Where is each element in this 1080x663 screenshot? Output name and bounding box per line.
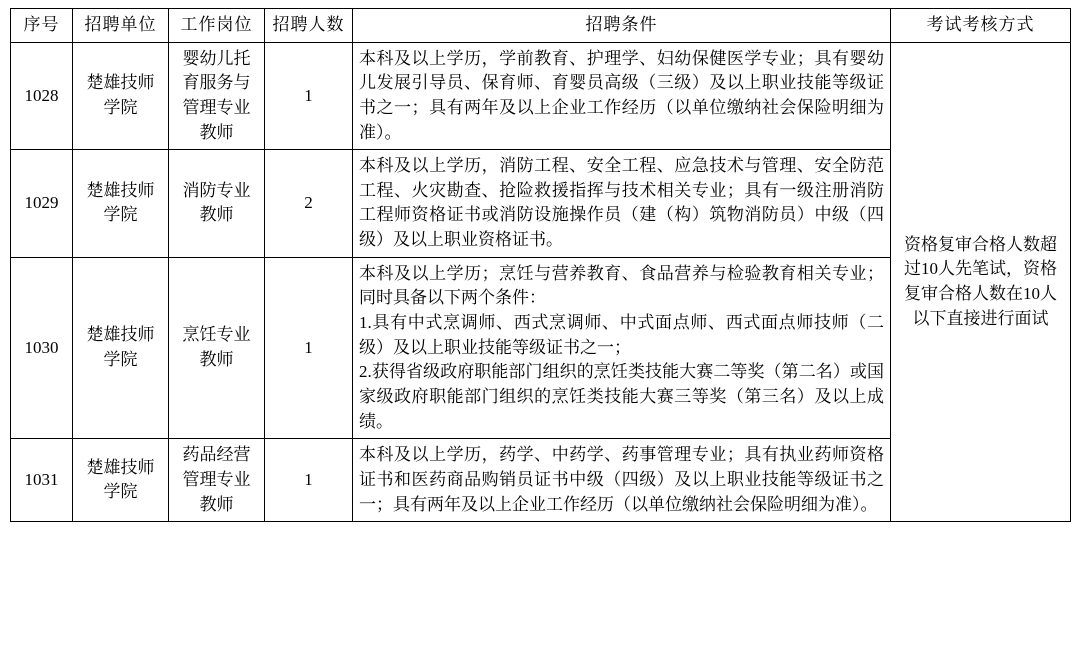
cell-condition: 本科及以上学历，学前教育、护理学、妇幼保健医学专业；具有婴幼儿发展引导员、保育师、育婴员高级（三级）及以上职业技能等级证书之一；具有两年及以上企业工作经历（以单位缴纳社会保险明细为准）。 [353,42,891,150]
header-unit: 招聘单位 [73,9,169,43]
cell-num: 1 [265,257,353,438]
cell-seq: 1031 [11,439,73,522]
cell-condition: 本科及以上学历，药学、中药学、药事管理专业；具有执业药师资格证书和医药商品购销员证书中级（四级）及以上职业技能等级证书之一；具有两年及以上企业工作经历（以单位缴纳社会保险明细为准）。 [353,439,891,522]
cell-unit: 楚雄技师学院 [73,257,169,438]
table-row [11,42,1071,150]
cell-condition: 本科及以上学历；烹饪与营养教育、食品营养与检验教育相关专业；同时具备以下两个条件： 1.具有中式烹调师、西式烹调师、中式面点师、西式面点师技师（二级）及以上职业技能等级证书之一； 2.获得省级政府职能部门组织的烹饪类技能大赛二等奖（第二名）或国家级政府职能部门组织的烹饪类技能大赛三等奖（第三名）及以上成绩。 [353,257,891,438]
cell-num: 2 [265,150,353,258]
cell-exam-method: 资格复审合格人数超过10人先笔试，资格复审合格人数在10人以下直接进行面试 [891,42,1071,522]
cell-unit: 楚雄技师学院 [73,439,169,522]
cell-seq: 1029 [11,150,73,258]
cell-seq: 1028 [11,42,73,150]
header-condition: 招聘条件 [353,9,891,43]
table-header-row [11,9,1071,43]
cell-num: 1 [265,439,353,522]
cell-post: 烹饪专业教师 [169,257,265,438]
cell-post: 药品经营管理专业教师 [169,439,265,522]
cell-unit: 楚雄技师学院 [73,150,169,258]
cell-num: 1 [265,42,353,150]
cell-unit: 楚雄技师学院 [73,42,169,150]
header-num: 招聘人数 [265,9,353,43]
recruitment-table [10,8,1071,522]
header-exam-method: 考试考核方式 [891,9,1071,43]
cell-seq: 1030 [11,257,73,438]
cell-post: 消防专业教师 [169,150,265,258]
table-header [11,9,1071,43]
cell-condition: 本科及以上学历，消防工程、安全工程、应急技术与管理、安全防范工程、火灾勘查、抢险救援指挥与技术相关专业；具有一级注册消防工程师资格证书或消防设施操作员（建（构）筑物消防员）中级（四级）及以上职业资格证书。 [353,150,891,258]
header-seq: 序号 [11,9,73,43]
cell-post: 婴幼儿托育服务与管理专业教师 [169,42,265,150]
header-post: 工作岗位 [169,9,265,43]
table-body [11,42,1071,522]
